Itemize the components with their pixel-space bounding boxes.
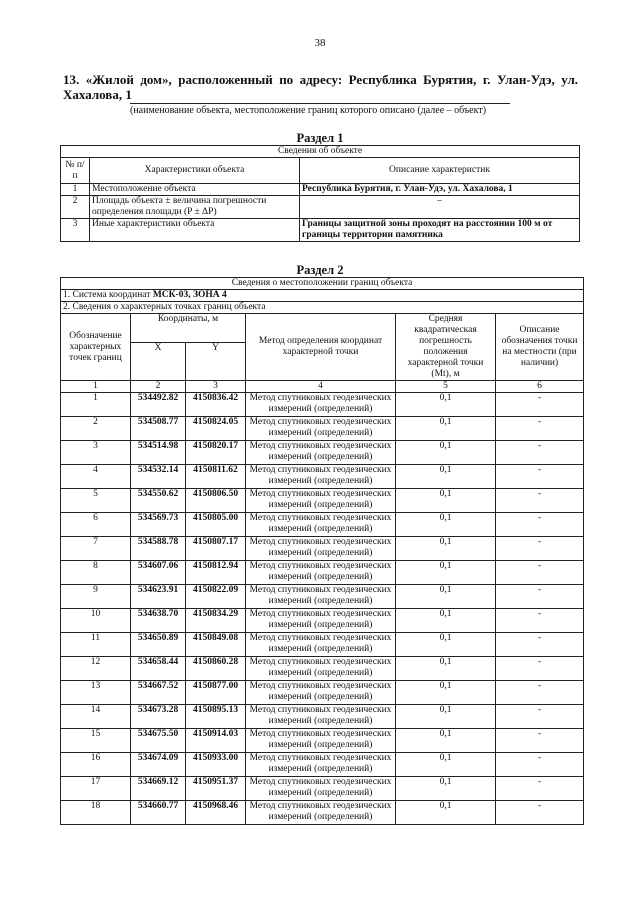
point-y: 4150933.00: [186, 753, 246, 777]
h-x: X: [131, 343, 186, 381]
col-num-4: 4: [246, 381, 396, 393]
page-number: 38: [314, 37, 326, 49]
boundary-point-row: [61, 633, 584, 657]
point-x: 534673.28: [131, 705, 186, 729]
point-number: 9: [61, 585, 131, 609]
boundary-point-row: [61, 441, 584, 465]
boundary-point-row: [61, 561, 584, 585]
point-descr: -: [496, 393, 584, 417]
point-descr: -: [496, 417, 584, 441]
boundary-point-rows: [61, 393, 584, 825]
h-point: Обозначение характерных точек границ: [61, 314, 131, 381]
point-number: 8: [61, 561, 131, 585]
point-number: 2: [61, 417, 131, 441]
point-y: 4150820.17: [186, 441, 246, 465]
boundary-point-row: [61, 537, 584, 561]
point-method: Метод спутниковых геодезических измерений (определений): [246, 393, 396, 417]
boundary-point-row: [61, 777, 584, 801]
row-num: 2: [61, 196, 90, 219]
point-number: 15: [61, 729, 131, 753]
point-number: 7: [61, 537, 131, 561]
point-descr: -: [496, 585, 584, 609]
point-error: 0,1: [396, 681, 496, 705]
point-method: Метод спутниковых геодезических измерений (определений): [246, 441, 396, 465]
point-number: 4: [61, 465, 131, 489]
point-y: 4150951.37: [186, 777, 246, 801]
object-info-table-title: Сведения об объекте: [61, 146, 580, 158]
point-y: 4150914.03: [186, 729, 246, 753]
row-char: Местоположение объекта: [90, 184, 300, 196]
point-error: 0,1: [396, 465, 496, 489]
row-desc: Республика Бурятия, г. Улан-Удэ, ул. Хахалова, 1: [300, 184, 580, 196]
point-y: 4150806.50: [186, 489, 246, 513]
row-char: Иные характеристики объекта: [90, 219, 300, 242]
col-num-header: № п/п: [61, 158, 90, 184]
point-y: 4150824.05: [186, 417, 246, 441]
h-error: Средняя квадратическая погрешность положения характерной точки (Mt), м: [396, 314, 496, 381]
point-number: 17: [61, 777, 131, 801]
point-method: Метод спутниковых геодезических измерений (определений): [246, 561, 396, 585]
boundary-points-table: [60, 277, 584, 825]
point-descr: -: [496, 753, 584, 777]
point-number: 11: [61, 633, 131, 657]
point-descr: -: [496, 777, 584, 801]
object-info-row: [61, 184, 580, 196]
point-x: 534658.44: [131, 657, 186, 681]
point-error: 0,1: [396, 489, 496, 513]
point-error: 0,1: [396, 561, 496, 585]
point-y: 4150877.00: [186, 681, 246, 705]
point-x: 534638.70: [131, 609, 186, 633]
point-method: Метод спутниковых геодезических измерений (определений): [246, 537, 396, 561]
point-descr: -: [496, 633, 584, 657]
point-y: 4150807.17: [186, 537, 246, 561]
point-error: 0,1: [396, 753, 496, 777]
point-y: 4150836.42: [186, 393, 246, 417]
boundary-point-row: [61, 681, 584, 705]
point-x: 534607.06: [131, 561, 186, 585]
point-y: 4150805.00: [186, 513, 246, 537]
point-method: Метод спутниковых геодезических измерений (определений): [246, 417, 396, 441]
section1-title: Раздел 1: [296, 131, 344, 145]
point-method: Метод спутниковых геодезических измерений (определений): [246, 585, 396, 609]
object-info-rows: [61, 184, 580, 242]
point-number: 14: [61, 705, 131, 729]
point-number: 12: [61, 657, 131, 681]
point-x: 534669.12: [131, 777, 186, 801]
row-desc: –: [300, 196, 580, 219]
boundary-point-row: [61, 729, 584, 753]
point-error: 0,1: [396, 417, 496, 441]
point-y: 4150812.94: [186, 561, 246, 585]
point-method: Метод спутниковых геодезических измерений (определений): [246, 753, 396, 777]
col-num-2: 2: [131, 381, 186, 393]
point-descr: -: [496, 561, 584, 585]
point-descr: -: [496, 465, 584, 489]
object-info-row: [61, 196, 580, 219]
boundary-point-row: [61, 393, 584, 417]
point-x: 534588.78: [131, 537, 186, 561]
point-number: 6: [61, 513, 131, 537]
point-error: 0,1: [396, 393, 496, 417]
point-x: 534623.91: [131, 585, 186, 609]
point-x: 534660.77: [131, 801, 186, 825]
point-error: 0,1: [396, 705, 496, 729]
point-y: 4150860.28: [186, 657, 246, 681]
point-method: Метод спутниковых геодезических измерений (определений): [246, 513, 396, 537]
point-x: 534550.62: [131, 489, 186, 513]
point-y: 4150834.29: [186, 609, 246, 633]
point-x: 534508.77: [131, 417, 186, 441]
boundary-point-row: [61, 609, 584, 633]
point-descr: -: [496, 705, 584, 729]
point-x: 534492.82: [131, 393, 186, 417]
coord-system-text: 1. Система координат МСК-03, ЗОНА 4: [63, 290, 227, 300]
point-descr: -: [496, 609, 584, 633]
point-number: 3: [61, 441, 131, 465]
point-error: 0,1: [396, 801, 496, 825]
h-method: Метод определения координат характерной точки: [246, 314, 396, 381]
point-x: 534650.89: [131, 633, 186, 657]
object-heading: 13. «Жилой дом», расположенный по адресу: Республика Бурятия, г. Улан-Удэ, ул. Хахалова, 1: [63, 72, 578, 102]
point-method: Метод спутниковых геодезических измерений (определений): [246, 705, 396, 729]
point-descr: -: [496, 441, 584, 465]
point-error: 0,1: [396, 657, 496, 681]
col-num-1: 1: [61, 381, 131, 393]
point-method: Метод спутниковых геодезических измерений (определений): [246, 465, 396, 489]
boundary-point-row: [61, 801, 584, 825]
point-number: 16: [61, 753, 131, 777]
point-descr: -: [496, 537, 584, 561]
h-coords: Координаты, м: [131, 314, 246, 343]
row-num: 3: [61, 219, 90, 242]
point-descr: -: [496, 729, 584, 753]
col-desc-header: Описание характеристик: [300, 158, 580, 184]
point-method: Метод спутниковых геодезических измерений (определений): [246, 729, 396, 753]
col-num-3: 3: [186, 381, 246, 393]
point-number: 10: [61, 609, 131, 633]
boundary-point-row: [61, 657, 584, 681]
point-x: 534675.50: [131, 729, 186, 753]
coord-system-label: [61, 290, 584, 302]
boundary-table-title: Сведения о местоположении границ объекта: [61, 278, 584, 290]
point-number: 1: [61, 393, 131, 417]
point-number: 13: [61, 681, 131, 705]
point-y: 4150822.09: [186, 585, 246, 609]
point-y: 4150895.13: [186, 705, 246, 729]
point-number: 18: [61, 801, 131, 825]
h-y: Y: [186, 343, 246, 381]
point-descr: -: [496, 513, 584, 537]
section2-title: Раздел 2: [296, 263, 344, 277]
point-method: Метод спутниковых геодезических измерений (определений): [246, 681, 396, 705]
boundary-point-row: [61, 465, 584, 489]
boundary-point-row: [61, 417, 584, 441]
col-num-5: 5: [396, 381, 496, 393]
point-descr: -: [496, 801, 584, 825]
boundary-point-row: [61, 585, 584, 609]
boundary-point-row: [61, 705, 584, 729]
point-descr: -: [496, 681, 584, 705]
point-method: Метод спутниковых геодезических измерений (определений): [246, 777, 396, 801]
point-method: Метод спутниковых геодезических измерений (определений): [246, 657, 396, 681]
row-desc: Границы защитной зоны проходят на расстоянии 100 м от границы территории памятника: [300, 219, 580, 242]
point-x: 534514.98: [131, 441, 186, 465]
point-x: 534667.52: [131, 681, 186, 705]
point-error: 0,1: [396, 585, 496, 609]
points-caption: 2. Сведения о характерных точках границ объекта: [61, 302, 584, 314]
col-char-header: Характеристики объекта: [90, 158, 300, 184]
heading-caption: (наименование объекта, местоположение границ которого описано (далее – объект): [130, 103, 510, 116]
point-error: 0,1: [396, 537, 496, 561]
point-error: 0,1: [396, 609, 496, 633]
point-error: 0,1: [396, 633, 496, 657]
point-x: 534532.14: [131, 465, 186, 489]
point-method: Метод спутниковых геодезических измерений (определений): [246, 489, 396, 513]
point-method: Метод спутниковых геодезических измерений (определений): [246, 633, 396, 657]
col-num-6: 6: [496, 381, 584, 393]
h-descr: Описание обозначения точки на местности (при наличии): [496, 314, 584, 381]
point-descr: -: [496, 489, 584, 513]
point-error: 0,1: [396, 513, 496, 537]
boundary-point-row: [61, 753, 584, 777]
point-x: 534569.73: [131, 513, 186, 537]
point-y: 4150968.46: [186, 801, 246, 825]
object-info-row: [61, 219, 580, 242]
point-error: 0,1: [396, 729, 496, 753]
point-y: 4150811.62: [186, 465, 246, 489]
point-number: 5: [61, 489, 131, 513]
point-x: 534674.09: [131, 753, 186, 777]
point-y: 4150849.08: [186, 633, 246, 657]
point-method: Метод спутниковых геодезических измерений (определений): [246, 609, 396, 633]
row-char: Площадь объекта ± величина погрешности определения площади (P ± ΔP): [90, 196, 300, 219]
boundary-point-row: [61, 513, 584, 537]
point-error: 0,1: [396, 777, 496, 801]
row-num: 1: [61, 184, 90, 196]
object-info-table: [60, 145, 580, 242]
point-error: 0,1: [396, 441, 496, 465]
point-descr: -: [496, 657, 584, 681]
point-method: Метод спутниковых геодезических измерений (определений): [246, 801, 396, 825]
boundary-point-row: [61, 489, 584, 513]
